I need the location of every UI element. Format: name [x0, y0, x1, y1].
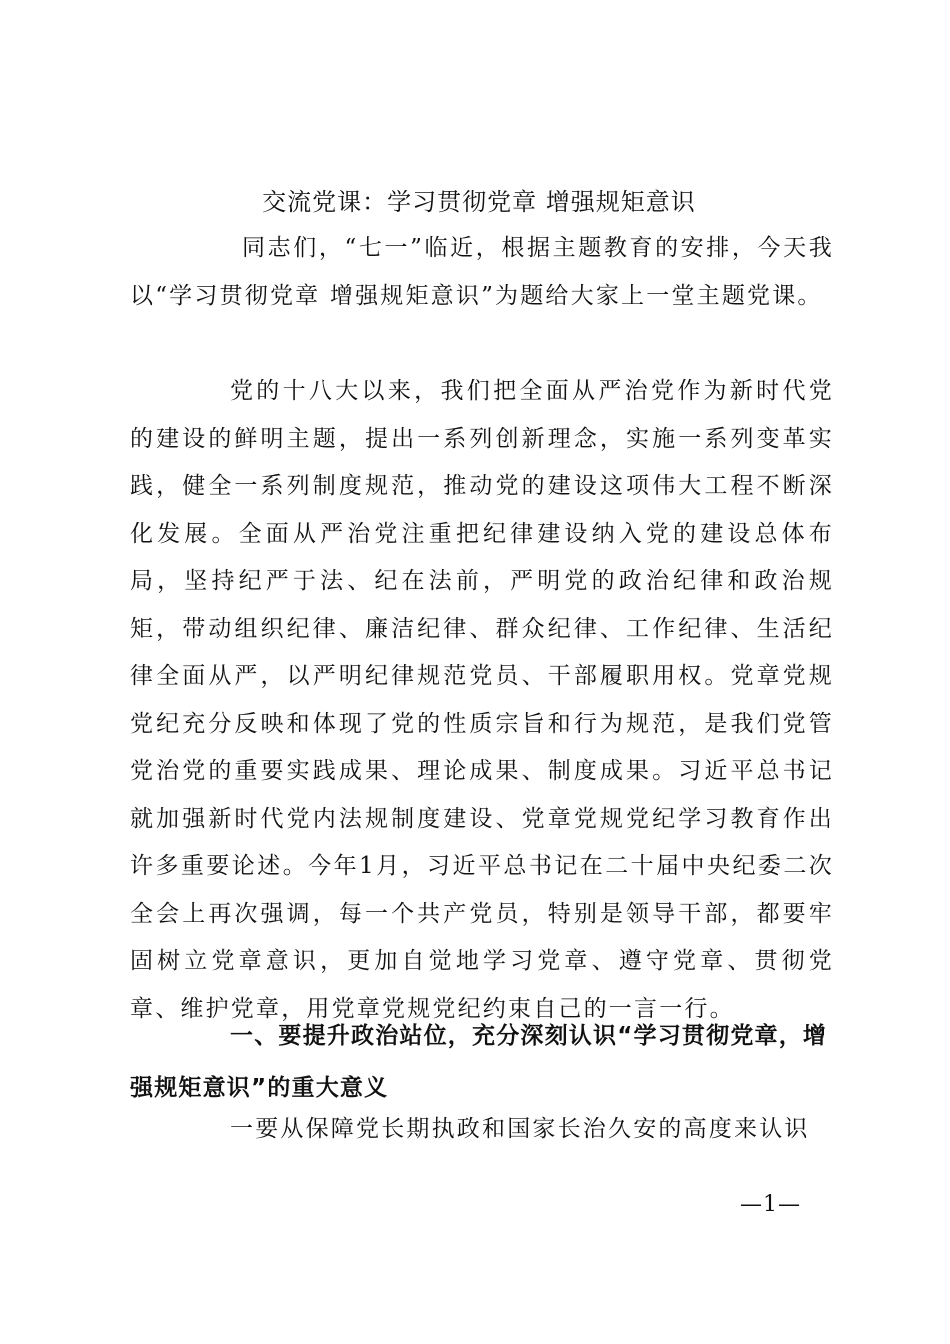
- document-title: 交流党课：学习贯彻党章 增强规矩意识: [262, 188, 696, 216]
- page-number: —1—: [740, 1192, 801, 1217]
- section-paragraph: 一要从保障党长期执政和国家长治久安的高度来认识: [230, 1116, 810, 1142]
- main-paragraph: 党的十八大以来，我们把全面从严治党作为新时代党的建设的鲜明主题，提出一系列创新理念，实施一系列变革实践，健全一系列制度规范，推动党的建设这项伟大工程不断深化发展。全面从严治党注重把纪律建设纳入党的建设总体布局，坚持纪严于法、纪在法前，严明党的政治纪律和政治规矩，带动组织纪律、廉洁纪律、群众纪律、工作纪律、生活纪律全面从严，以严明纪律规范党员、干部履职用权。党章党规党纪充分反映和体现了党的性质宗旨和行为规范，是我们党管党治党的重要实践成果、理论成果、制度成果。习近平总书记就加强新时代党内法规制度建设、党章党规党纪学习教育作出许多重要论述。今年1月，习近平总书记在二十届中央纪委二次全会上再次强调，每一个共产党员，特别是领导干部，都要牢固树立党章意识，更加自觉地学习党章、遵守党章、贯彻党章、维护党章，用党章党规党纪约束自己的一言一行。: [130, 378, 834, 1022]
- section-heading: 一、要提升政治站位，充分深刻认识“学习贯彻党章，增强规矩意识”的重大意义: [130, 1023, 828, 1101]
- intro-paragraph: 同志们，“七一”临近，根据主题教育的安排，今天我以“学习贯彻党章 增强规矩意识”为题给大家上一堂主题党课。: [130, 235, 834, 309]
